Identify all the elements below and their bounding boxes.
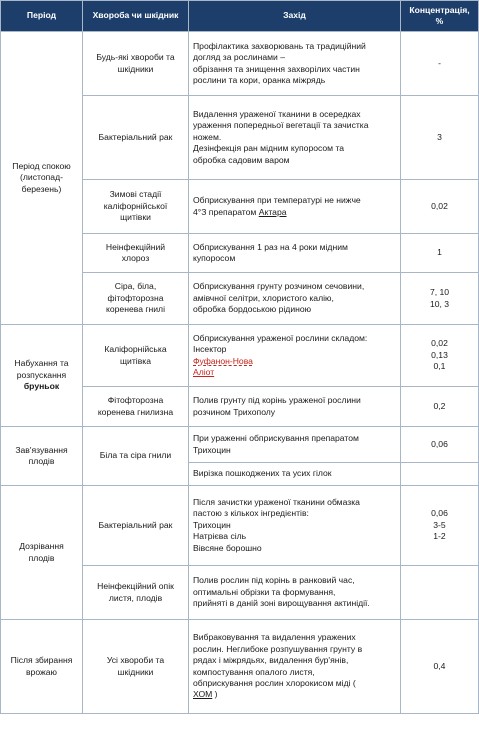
measure-cell: Полив грунту під корінь ураженої рослини розчином Трихополу [189,387,401,427]
concentration-cell: 0,06 3-5 1-2 [401,486,479,566]
measure-cell: Вибраковування та видалення уражених рослин. Неглибоке розпушування грунту в рядах і міжрядьях, видалення бур'янів, компостування опалого листя, обприскування рослин хлорокисом міді ( ХОМ ) [189,620,401,714]
period-dormancy: Період спокою (листопад- березень) [1,32,83,325]
measure-cell: Після зачистки ураженої тканини обмазка пастою з кількох інгредієнтів: Трихоцин Натрієва сіль Вівсяне борошно [189,486,401,566]
disease-cell: Бактеріальний рак [83,486,189,566]
hom-link[interactable]: ХОМ [193,689,213,700]
concentration-cell: 7, 10 10, 3 [401,273,479,325]
header-period: Період [1,1,83,32]
concentration-cell: 3 [401,96,479,180]
disease-cell: Фітофторозна коренева гнилизна [83,387,189,427]
disease-cell: Каліфорнійська щитівка [83,325,189,387]
measure-cell: Обприскування при температурі не нижче 4°З препаратом Актара [189,180,401,234]
table-row [1,427,479,463]
concentration-cell: 0,02 [401,180,479,234]
aliot-link[interactable]: Аліот [193,366,215,377]
disease-cell: Будь-які хвороби та шкідники [83,32,189,96]
period-fruit-ripening: Дозрівання плодів [1,486,83,620]
concentration-cell [401,566,479,620]
measure-cell: Обприскування грунту розчином сечовини, амівчної селітри, хлористого калію, обробка бордоською рідиною [189,273,401,325]
disease-cell: Неінфекційний опік листя, плодів [83,566,189,620]
measure-cell: Вирізка пошкоджених та усих гілок [189,463,401,486]
concentration-cell: 0,02 0,13 0,1 [401,325,479,387]
concentration-cell: 0,06 [401,427,479,463]
measure-cell: Полив рослин під корінь в ранковий час, оптимальні обрізки та формування, прийняті в даній зоні вирощування актинідії. [189,566,401,620]
period-post-harvest: Після збирання врожаю [1,620,83,714]
measure-cell: Обприскування 1 раз на 4 роки мідним купоросом [189,234,401,273]
table-row [1,325,479,387]
disease-cell: Неінфекційний хлороз [83,234,189,273]
header-disease: Хвороба чи шкідник [83,1,189,32]
header-concentration: Концентрація, % [401,1,479,32]
header-row [1,1,479,32]
period-bud-swelling: Набухання та розпускання бруньок [1,325,83,427]
disease-cell: Біла та сіра гнили [83,427,189,486]
concentration-cell: 0,4 [401,620,479,714]
measure-cell: Профілактика захворювань та традиційний догляд за рослинами – обрізання та знищення захворілих частин рослини та кори, оранка міжрядь [189,32,401,96]
header-measure: Захід [189,1,401,32]
concentration-cell [401,463,479,486]
measure-cell: При ураженні обприскування препаратом Трихоцин [189,427,401,463]
disease-cell: Сіра, біла, фітофторозна коренева гнилі [83,273,189,325]
measure-cell: Обприскування ураженої рослини складом: Інсектор Фуфанон-Нова Аліот [189,325,401,387]
concentration-cell: 0,2 [401,387,479,427]
period-fruit-set: Зав'язування плодів [1,427,83,486]
concentration-cell: - [401,32,479,96]
concentration-cell: 1 [401,234,479,273]
measure-cell: Видалення ураженої тканини в осередках ураження попередньої вегетації та зачистка ножем. Дезінфекція ран мідним купоросом та обробка садовим варом [189,96,401,180]
fufanon-link[interactable]: Фуфанон-Нова [193,355,253,366]
disease-cell: Зимові стадії каліфорнійської щитівки [83,180,189,234]
disease-cell: Усі хвороби та шкідники [83,620,189,714]
table-row [1,32,479,96]
table-row [1,486,479,566]
disease-cell: Бактеріальний рак [83,96,189,180]
table-row [1,620,479,714]
aktara-link[interactable]: Актара [258,206,287,217]
